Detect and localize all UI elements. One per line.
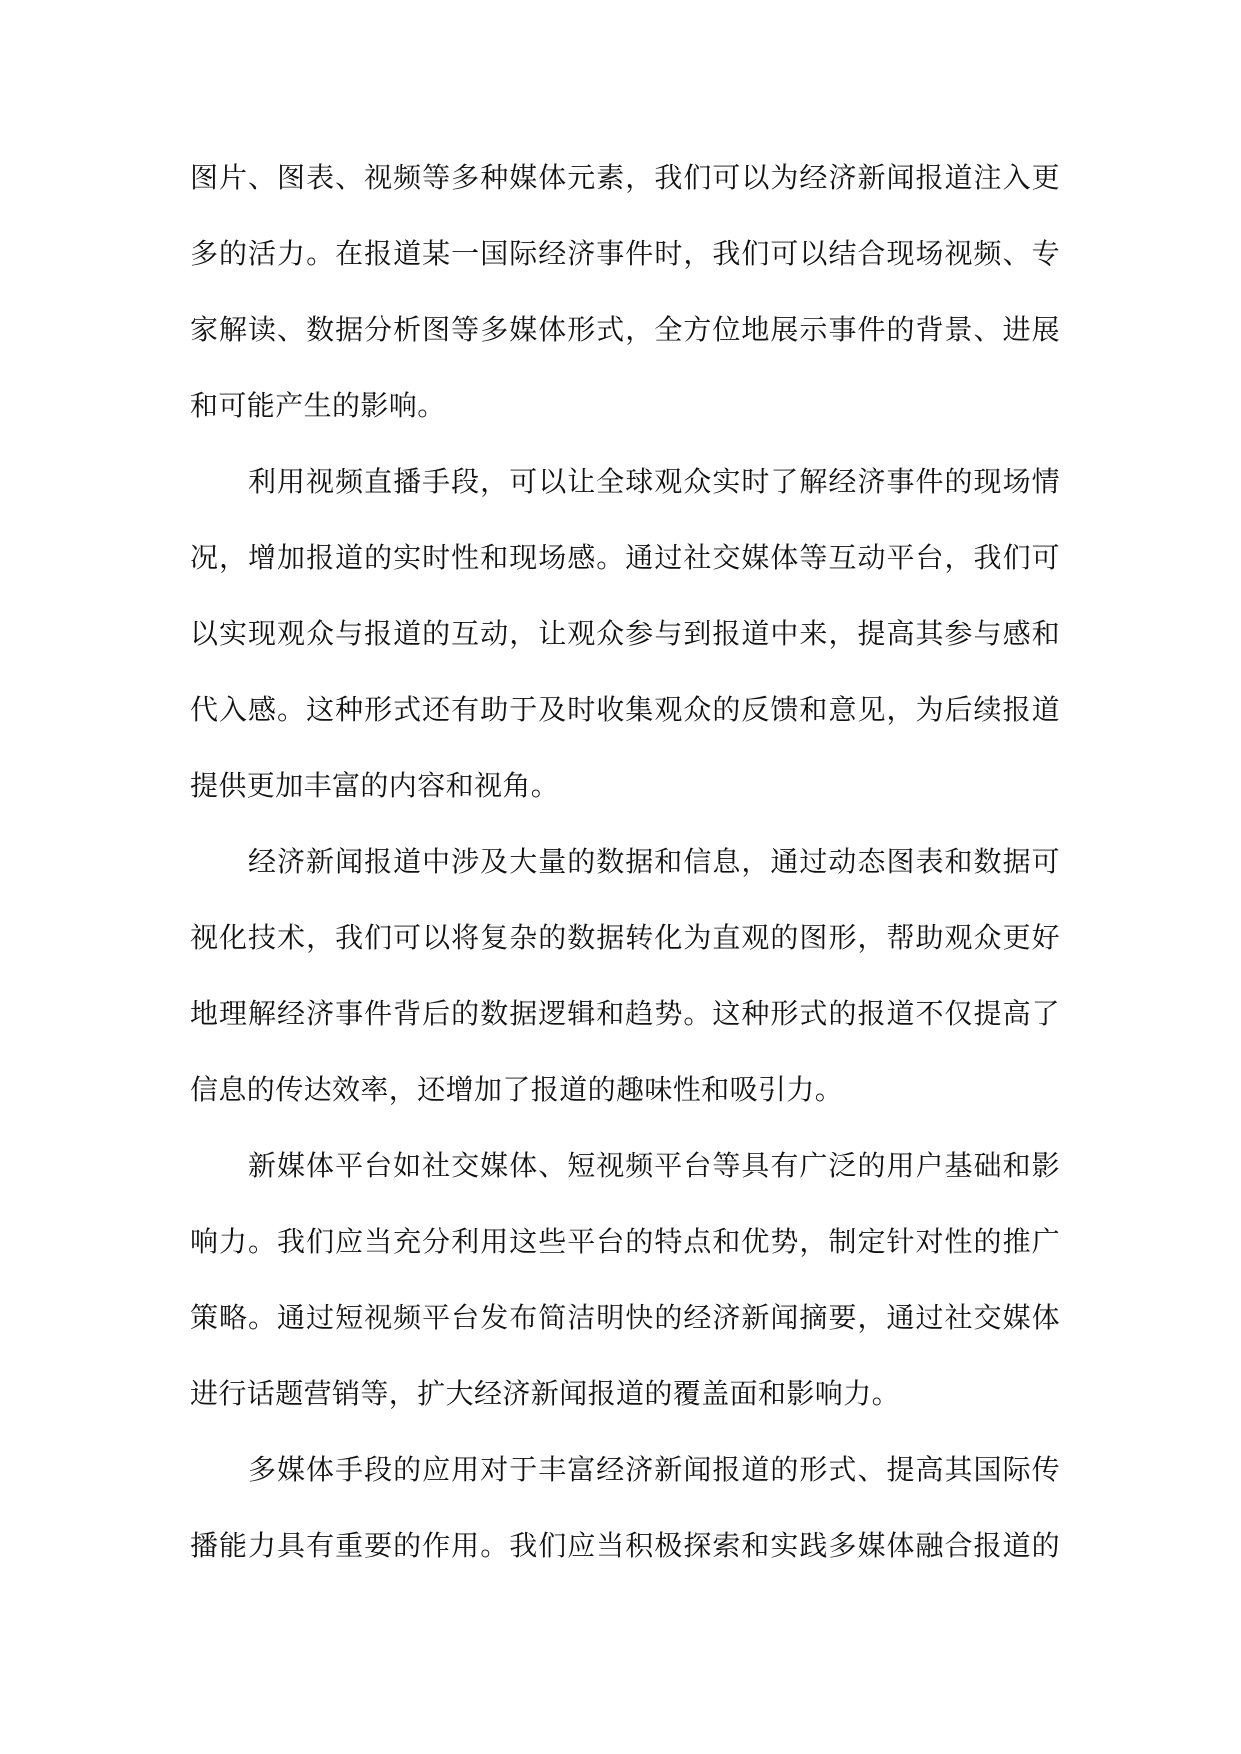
- text-line: 视化技术，我们可以将复杂的数据转化为直观的图形，帮助观众更好: [190, 921, 1060, 954]
- text-line: 多媒体手段的应用对于丰富经济新闻报道的形式、提高其国际传: [248, 1453, 1060, 1486]
- text-line: 提供更加丰富的内容和视角。: [190, 769, 560, 802]
- text-line: 况，增加报道的实时性和现场感。通过社交媒体等互动平台，我们可: [190, 541, 1060, 574]
- text-line: 多的活力。在报道某一国际经济事件时，我们可以结合现场视频、专: [190, 237, 1060, 270]
- text-line: 以实现观众与报道的互动，让观众参与到报道中来，提高其参与感和: [190, 617, 1060, 650]
- paragraph: [190, 1128, 1060, 1432]
- text-line: 信息的传达效率，还增加了报道的趣味性和吸引力。: [190, 1073, 844, 1106]
- text-line: 策略。通过短视频平台发布简洁明快的经济新闻摘要，通过社交媒体: [190, 1301, 1060, 1334]
- text-line: 代入感。这种形式还有助于及时收集观众的反馈和意见，为后续报道: [190, 693, 1060, 726]
- paragraph: [190, 140, 1060, 444]
- text-line: 利用视频直播手段，可以让全球观众实时了解经济事件的现场情: [248, 465, 1060, 498]
- paragraph: [190, 824, 1060, 1128]
- body-text: [190, 140, 1060, 1584]
- text-line: 和可能产生的影响。: [190, 389, 446, 422]
- text-line: 新媒体平台如社交媒体、短视频平台等具有广泛的用户基础和影: [248, 1149, 1060, 1182]
- paragraph: [190, 1432, 1060, 1584]
- text-line: 图片、图表、视频等多种媒体元素，我们可以为经济新闻报道注入更: [190, 161, 1060, 194]
- text-line: 地理解经济事件背后的数据逻辑和趋势。这种形式的报道不仅提高了: [190, 997, 1060, 1030]
- text-line: 响力。我们应当充分利用这些平台的特点和优势，制定针对性的推广: [190, 1225, 1060, 1258]
- text-line: 播能力具有重要的作用。我们应当积极探索和实践多媒体融合报道的: [190, 1529, 1060, 1562]
- paragraph: [190, 444, 1060, 824]
- text-line: 进行话题营销等，扩大经济新闻报道的覆盖面和影响力。: [190, 1377, 901, 1410]
- text-line: 家解读、数据分析图等多媒体形式，全方位地展示事件的背景、进展: [190, 313, 1060, 346]
- text-line: 经济新闻报道中涉及大量的数据和信息，通过动态图表和数据可: [248, 845, 1060, 878]
